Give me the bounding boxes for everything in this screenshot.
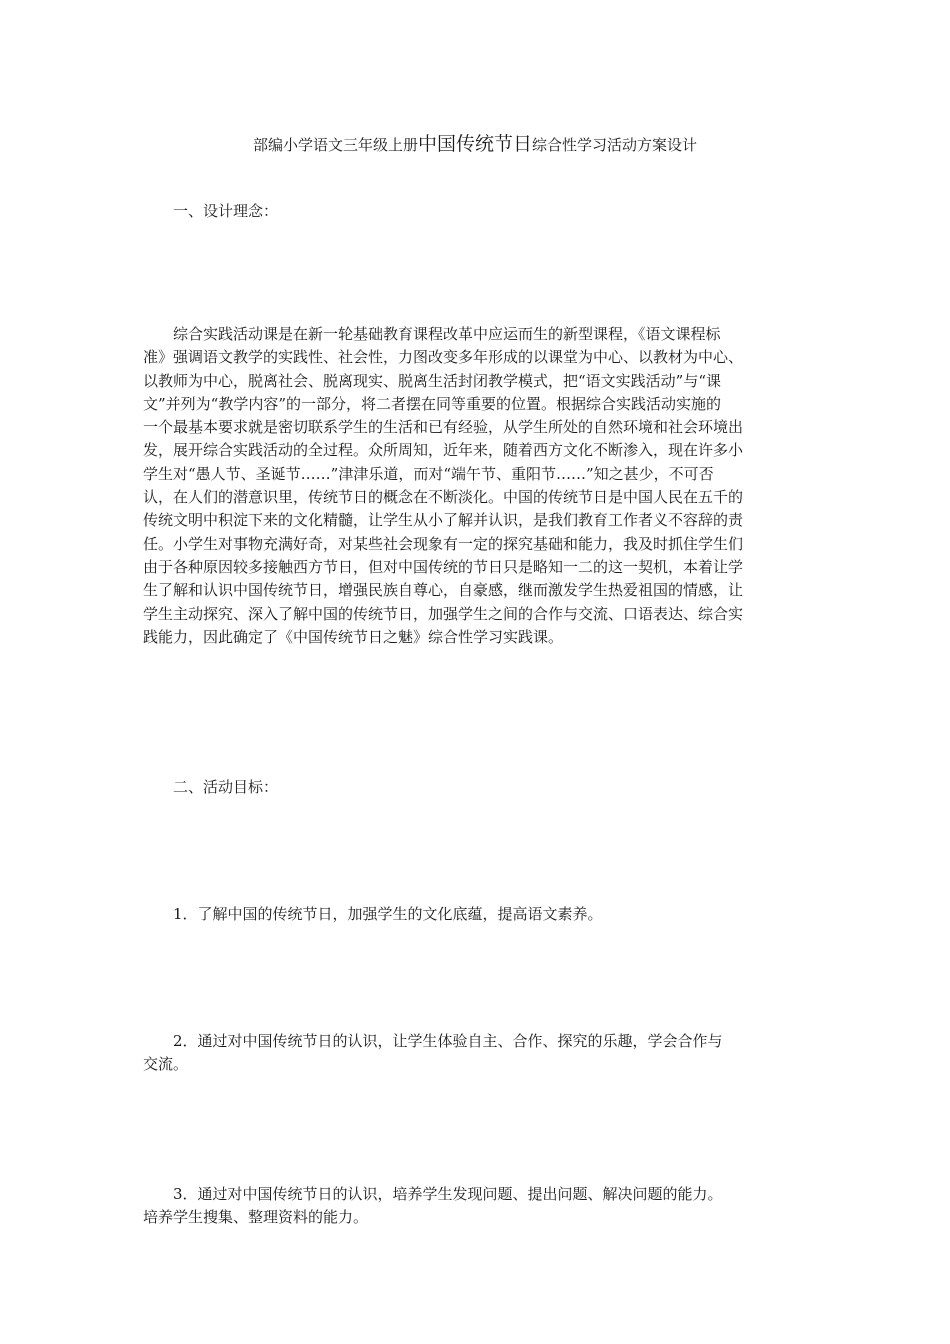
- goal-3: [143, 1183, 809, 1230]
- goal-2: [143, 1030, 809, 1077]
- paragraph-line: 一个最基本要求就是密切联系学生的生活和已有经验，从学生所处的自然环境和社会环境出: [143, 418, 744, 437]
- paragraph-line: 综合实践活动课是在新一轮基础教育课程改革中应运而生的新型课程，《语文课程标: [173, 325, 721, 343]
- paragraph-line: 任。小学生对事物充满好奇，对某些社会现象有一定的探究基础和能力，我及时抓住学生们: [143, 534, 744, 553]
- goal-line: 1．了解中国的传统节日，加强学生的文化底蕴，提高语文素养。: [173, 905, 603, 923]
- section1-paragraph: [143, 323, 809, 649]
- section1-heading: 一、设计理念：: [173, 202, 279, 220]
- paragraph-line: 学生对“愚人节、圣诞节……”津津乐道，而对“端午节、重阳节……”知之甚少，不可否: [143, 464, 714, 483]
- paragraph-line: 传统文明中积淀下来的文化精髓，让学生从小了解并认识，是我们教育工作者义不容辞的责: [143, 511, 744, 530]
- document-title: [0, 132, 950, 157]
- goal-line: 交流。: [143, 1055, 189, 1074]
- paragraph-line: 认，在人们的潜意识里，传统节日的概念在不断淡化。中国的传统节日是中国人民在五千的: [143, 488, 744, 507]
- paragraph-line: 准》强调语文教学的实践性、社会性，力图改变多年形成的以课堂为中心、以教材为中心、: [143, 348, 744, 367]
- paragraph-line: 发，展开综合实践活动的全过程。众所周知，近年来，随着西方文化不断渗入，现在许多小: [143, 441, 744, 460]
- paragraph-line: 生了解和认识中国传统节日，增强民族自尊心，自豪感，继而激发学生热爱祖国的情感，让: [143, 581, 744, 600]
- paragraph-line: 学生主动探究、深入了解中国的传统节日，加强学生之间的合作与交流、口语表达、综合实: [143, 604, 744, 623]
- paragraph-line: 践能力，因此确定了《中国传统节日之魅》综合性学习实践课。: [143, 627, 564, 646]
- title-emphasis: 中国传统节日: [417, 133, 532, 155]
- paragraph-line: 以教师为中心，脱离社会、脱离现实、脱离生活封闭教学模式，把“语文实践活动”与“课: [143, 371, 722, 390]
- title-suffix: 综合性学习活动方案设计: [532, 136, 698, 154]
- goal-1: [143, 903, 809, 926]
- paragraph-line: 文”并列为“教学内容”的一部分，将二者摆在同等重要的位置。根据综合实践活动实施的: [143, 394, 722, 413]
- goal-line: 2．通过对中国传统节日的认识，让学生体验自主、合作、探究的乐趣，学会合作与: [173, 1032, 723, 1050]
- paragraph-line: 由于各种原因较多接触西方节日，但对中国传统的节日只是略知一二的这一契机，本着让学: [143, 557, 744, 576]
- title-prefix: 部编小学语文三年级上册: [252, 136, 418, 154]
- section2-heading: 二、活动目标：: [173, 778, 279, 796]
- goal-line: 培养学生搜集、整理资料的能力。: [143, 1208, 369, 1227]
- goal-line: 3．通过对中国传统节日的认识，培养学生发现问题、提出问题、解决问题的能力。: [173, 1185, 723, 1203]
